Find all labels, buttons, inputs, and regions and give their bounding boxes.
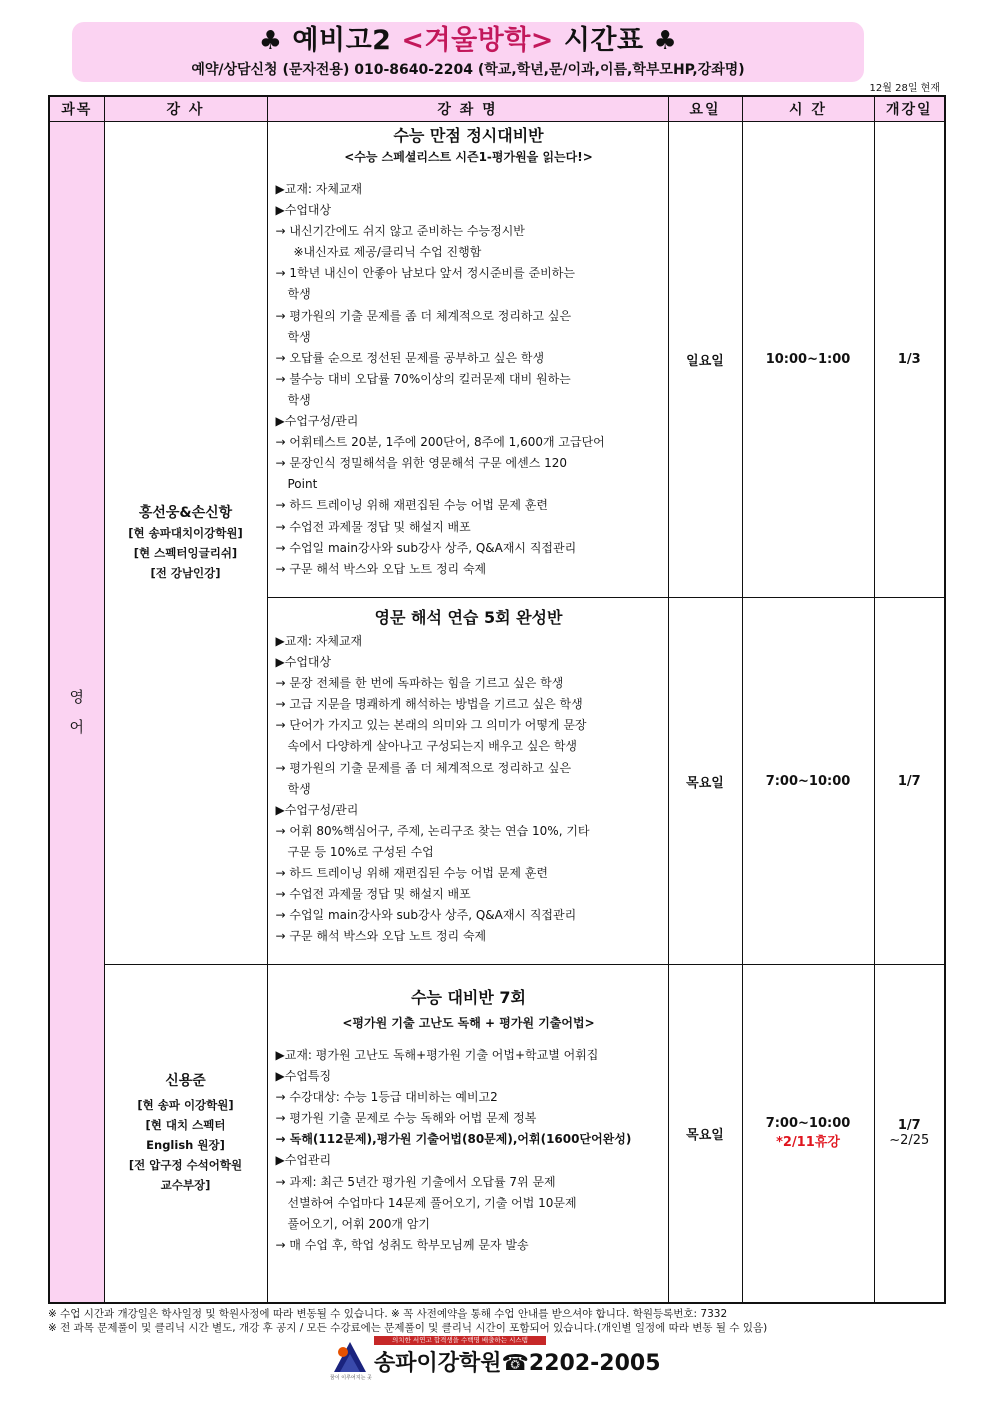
title-schedule: 시간표 (563, 25, 644, 56)
instructor-cell: 신용준 [현 송파 이강학원] [현 대치 스펙터 English 원장] [전 압구정 수석어학원 교수부장] (104, 965, 267, 1303)
course-cell: 영문 해석 연습 5회 완성반 ▶교재: 자체교재 ▶수업대상 → 문장 전체를 한 번에 독파하는 힘을 기르고 싶은 학생 → 고급 지문을 명쾌하게 해석하는 방법을 기르고 싶은 학생 → 단어가 가지고 있는 본래의 의미와 그 의미가 어떻게 문장 속에서 다양하게 살아나고 구성되는지 배우고 싶은 학생 → 평가원의 기출 문제를 좀 더 체계적으로 정리하고 싶은 학생 ▶수업구성/관리 → 어휘 80%핵심어구, 주제, 논리구조 찾는 연습 10%, 기타 구문 등 10%로 구성된 수업 → 하드 트레이닝 위해 재편집된 수능 어법 문제 훈련 → 수업전 과제물 정답 및 해설지 배포 → 수업일 main강사와 sub강사 상주, Q&A재시 직접관리 → 구문 해석 박스와 오답 노트 정리 숙제 (267, 598, 668, 965)
title-season: <겨울방학> (401, 25, 554, 56)
phone-number: ☎2202-2005 (501, 1351, 661, 1376)
table-row (49, 965, 945, 1303)
time-cell: 10:00~1:00 (742, 122, 874, 598)
course-title: 수능 만점 정시대비반 (393, 126, 544, 145)
title-banner (72, 22, 864, 82)
course-cell: 수능 대비반 7회 <평가원 기출 고난도 독해 + 평가원 기출어법> ▶교재: 평가원 고난도 독해+평가원 기출 어법+학교별 어휘집 ▶수업특징 → 수강대상: 수능 1등급 대비하는 예비고2 → 평가원 기출 문제로 수능 독해와 어법 문제 정복 → 독해(112문제),평가원 기출어법(80문제),어휘(1600단어완성) ▶수업관리 → 과제: 최근 5년간 평가원 기출에서 오답률 7위 문제 선별하여 수업마다 14문제 풀어오기, 기출 어법 10문제 풀어오기, 어휘 200개 암기 → 매 수업 후, 학업 성취도 학부모님께 문자 발송 (267, 965, 668, 1303)
course-subtitle: <평가원 기출 고난도 독해 + 평가원 기출어법> (342, 1016, 595, 1030)
header-row (49, 96, 945, 122)
course-subtitle: <수능 스페셜리스트 시즌1-평가원을 읽는다!> (344, 150, 593, 164)
subject-cell: 영 어 (49, 122, 104, 1303)
col-subject: 과목 (49, 96, 104, 122)
col-course: 강 좌 명 (267, 96, 668, 122)
day-cell: 일요일 (668, 122, 742, 598)
day-cell: 목요일 (668, 598, 742, 965)
instructor-cell: 홍선웅&손신항 [현 송파대치이강학원] [현 스펙터잉글리쉬] [전 강남인강] (104, 122, 267, 965)
col-day: 요일 (668, 96, 742, 122)
col-time: 시 간 (742, 96, 874, 122)
start-date-cell: 1/7 (874, 598, 945, 965)
col-instructor: 강 사 (104, 96, 267, 122)
academy-emblem-icon (330, 1340, 370, 1376)
club-icon: ♣ (653, 26, 678, 56)
academy-name-phone: 송파이강학원☎2202-2005 (374, 1351, 661, 1376)
col-start-date: 개강일 (874, 96, 945, 122)
course-title: 수능 대비반 7회 (410, 988, 526, 1007)
instructor-name: 홍선웅&손신항 (138, 505, 233, 521)
title-grade: 예비고2 (292, 25, 392, 56)
academy-tagline: 의치한 서연고 합격생을 수백명 배출하는 시스템 (374, 1336, 546, 1345)
course-cell: 수능 만점 정시대비반 <수능 스페셜리스트 시즌1-평가원을 읽는다!> ▶교재: 자체교재 ▶수업대상 → 내신기간에도 쉬지 않고 준비하는 수능정시반 ※내신자료 제공/클리닉 수업 진행함 → 1학년 내신이 안좋아 남보다 앞서 정시준비를 준비하는 학생 → 평가원의 기출 문제를 좀 더 체계적으로 정리하고 싶은 학생 → 오답률 순으로 정선된 문제를 공부하고 싶은 학생 → 불수능 대비 오답률 70%이상의 킬러문제 대비 원하는 학생 ▶수업구성/관리 → 어휘테스트 20분, 1주에 200단어, 8주에 1,600개 고급단어 → 문장인식 정밀해석을 위한 영문해석 구문 에센스 120 Point → 하드 트레이닝 위해 재편집된 수능 어법 문제 훈련 → 수업전 과제물 정답 및 해설지 배포 → 수업일 main강사와 sub강사 상주, Q&A재시 직접관리 → 구문 해석 박스와 오답 노트 정리 숙제 (267, 122, 668, 598)
start-date-cell: 1/7 ~2/25 (874, 965, 945, 1303)
timetable (48, 95, 946, 1304)
club-icon: ♣ (258, 26, 283, 56)
logo-caption: 꿈이 이루어지는 곳 (330, 1375, 372, 1381)
footnote: ※ 전 과목 문제풀이 및 클리닉 시간 별도, 개강 후 공지 / 모든 수강료에는 문제풀이 및 클리닉 시간이 포함되어 있습니다.(개인별 일정에 따라 변동 될 수 있음) (48, 1322, 768, 1334)
time-cell: 7:00~10:00 (742, 598, 874, 965)
instructor-name: 신용준 (165, 1073, 206, 1090)
course-title: 영문 해석 연습 5회 완성반 (374, 608, 563, 627)
reservation-contact: 예약/상담신청 (문자전용) 010-8640-2204 (학교,학년,문/이과,이름,학부모HP,강좌명) (191, 62, 745, 78)
start-date-cell: 1/3 (874, 122, 945, 598)
footnote: ※ 수업 시간과 개강일은 학사일정 및 학원사정에 따라 변동될 수 있습니다. ※ 꼭 사전예약을 통해 수업 안내를 받으셔야 합니다. 학원등록번호: 7332 (48, 1308, 728, 1320)
day-cell: 목요일 (668, 965, 742, 1303)
holiday-note: *2/11휴강 (776, 1135, 840, 1151)
page-title (72, 23, 864, 59)
table-row (49, 122, 945, 598)
as-of-date: 12월 28일 현재 (869, 83, 940, 94)
time-cell: 7:00~10:00 *2/11휴강 (742, 965, 874, 1303)
academy-logo (330, 1336, 670, 1382)
